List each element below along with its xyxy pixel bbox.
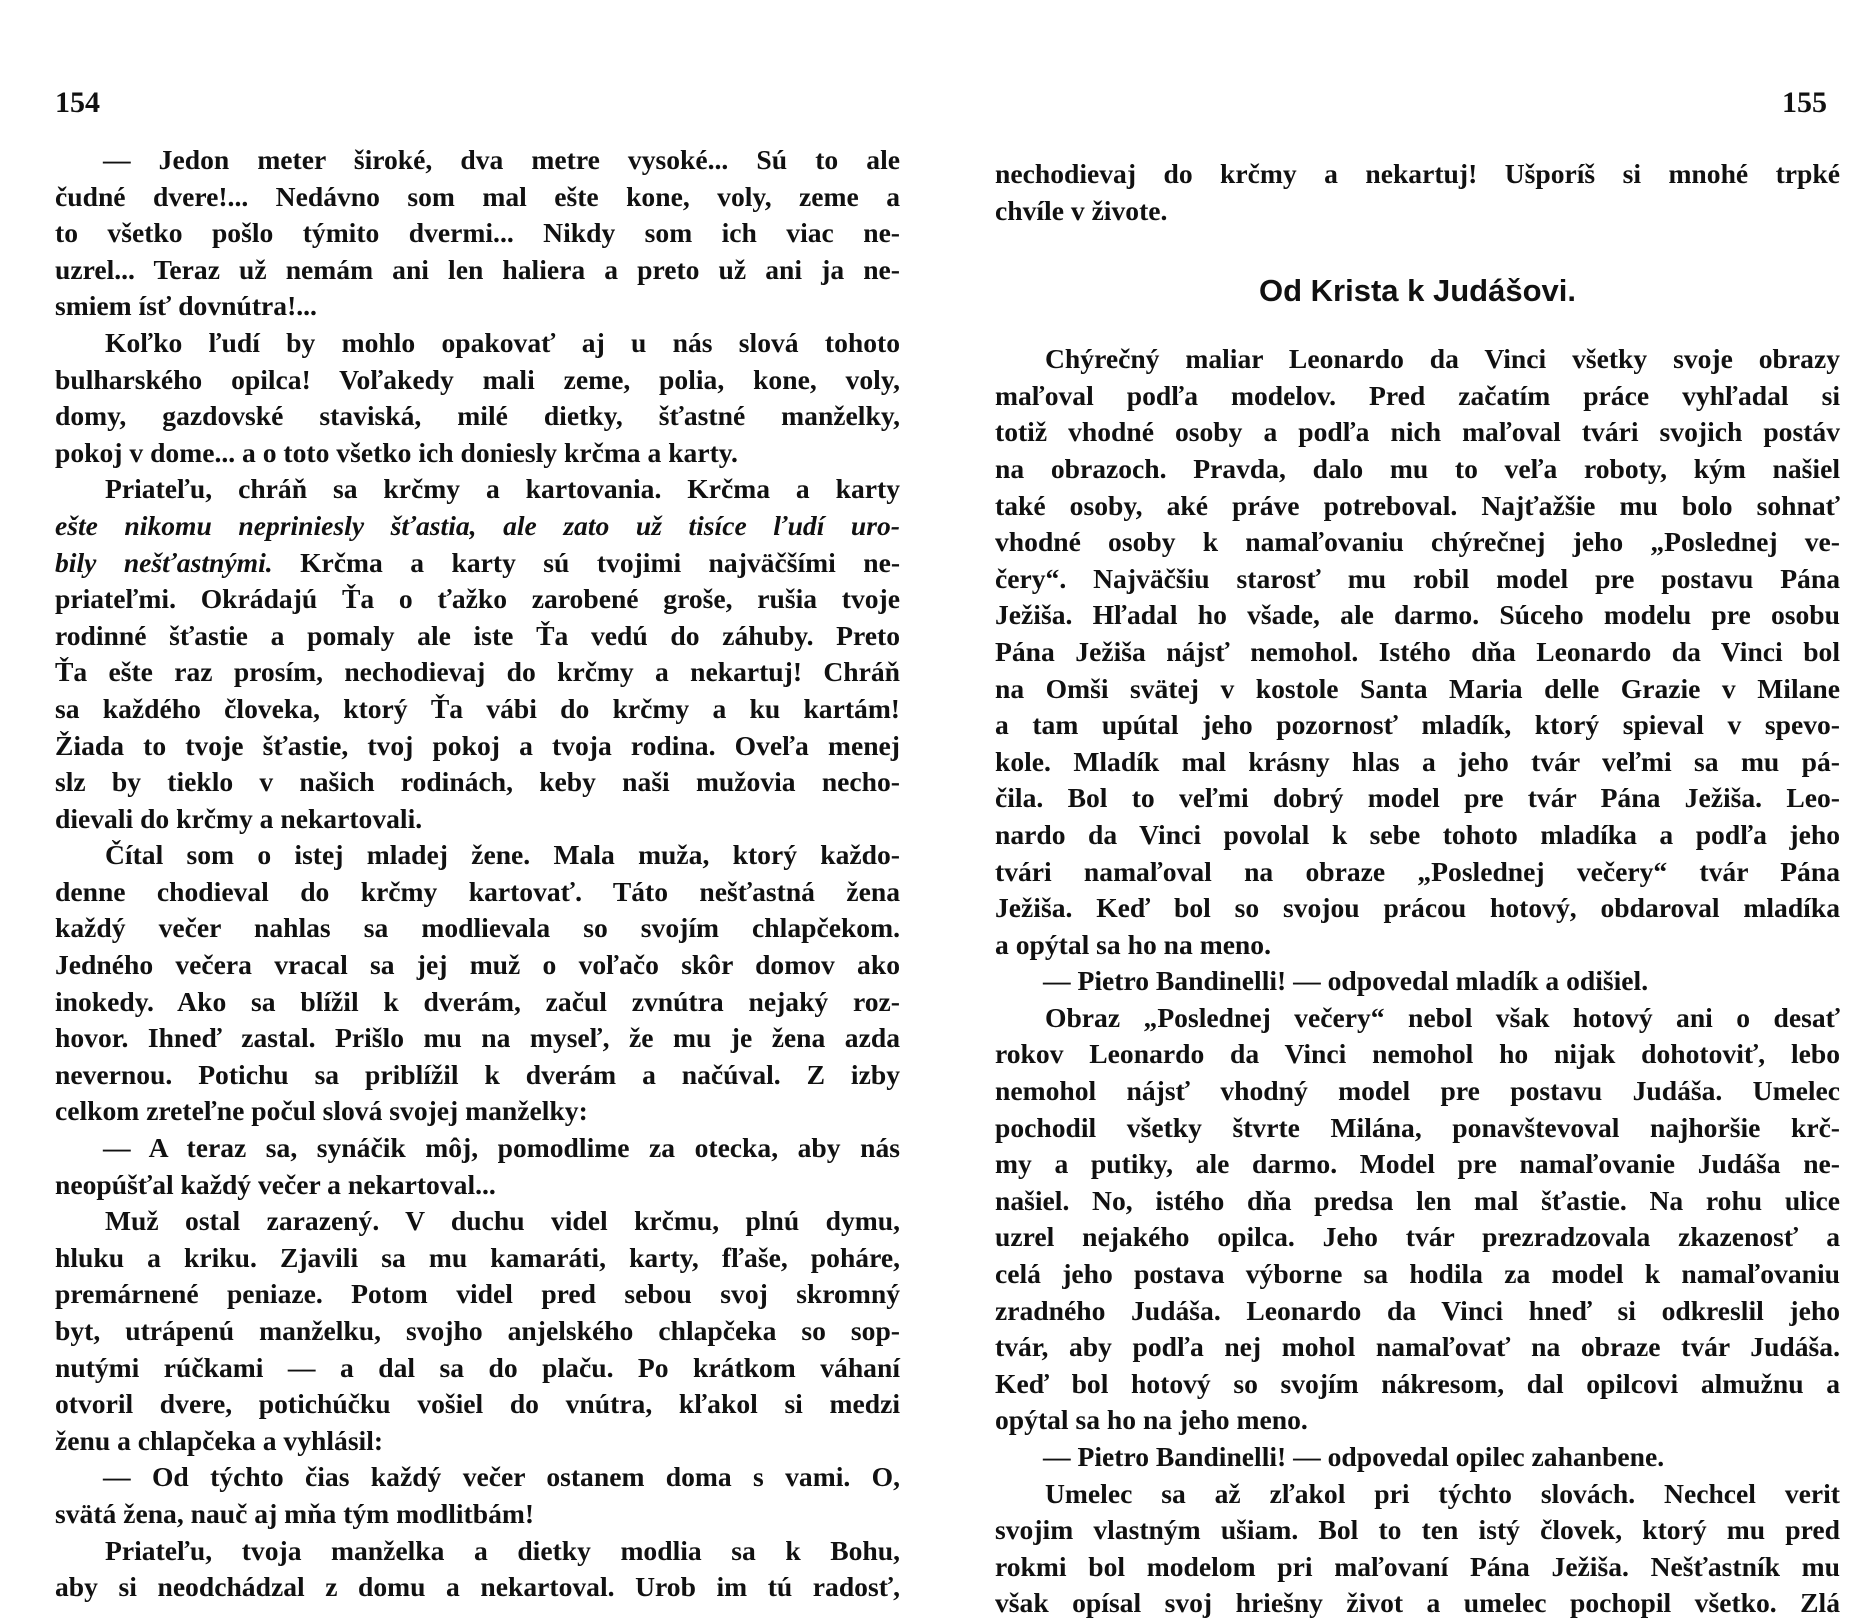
- right-page-continuation: [995, 156, 1840, 229]
- text-line: chvíle v živote.: [995, 194, 1168, 226]
- text-line: Ťa ešte raz prosím, nechodievaj do krčmy a nekartuj! Chráň: [55, 656, 900, 688]
- text-line: Žiada to tvoje šťastie, tvoj pokoj a tvoja rodina. Oveľa menej: [55, 729, 900, 761]
- text-line: rokmi bol modelom pri maľovaní Pána Ježiša. Nešťastník mu: [995, 1550, 1840, 1582]
- text-line: my a putiky, ale darmo. Model pre namaľovanie Judáša ne-: [995, 1148, 1840, 1180]
- text-line: celkom zreteľne počul slová svojej manželky:: [55, 1095, 588, 1127]
- text-line: — Pietro Bandinelli! — odpovedal mladík a odišiel.: [1043, 965, 1649, 997]
- text-line: tvári namaľoval na obraze „Poslednej večery“ tvár Pána: [995, 855, 1840, 887]
- text-line: priateľmi. Okrádajú Ťa o ťažko zarobené groše, rušia tvoje: [55, 583, 900, 615]
- text-line: byt, utrápenú manželku, svojho anjelského chlapčeka so sop-: [55, 1315, 900, 1346]
- text-line: Čítal som o istej mladej žene. Mala muža, ktorý každo-: [105, 839, 900, 871]
- text-line: hluku a kriku. Zjavili sa mu kamaráti, karty, fľaše, poháre,: [55, 1241, 900, 1273]
- text-line: — Jedon meter široké, dva metre vysoké... Sú to ale: [103, 144, 900, 175]
- text-line: kole. Mladík mal krásny hlas a jeho tvár veľmi sa mu pá-: [995, 745, 1840, 777]
- text-line: denne chodieval do krčmy kartovať. Táto nešťastná žena: [55, 875, 900, 907]
- text-line: Priateľu, chráň sa krčmy a kartovania. Krčma a karty: [105, 473, 900, 505]
- text-line: Obraz „Poslednej večery“ nebol však hotový ani o desať: [1045, 1001, 1840, 1033]
- text-line: svätá žena, nauč aj mňa tým modlitbám!: [55, 1497, 535, 1529]
- text-line: Umelec sa až zľakol pri týchto slovách. Nechcel verit: [1045, 1477, 1840, 1509]
- text-line: bily nešťastnými. Krčma a karty sú tvojimi najväčšími ne-: [55, 546, 901, 578]
- text-line: — A teraz sa, synáčik môj, pomodlime za otecka, aby nás: [103, 1132, 900, 1164]
- text-line: svojim vlastným ušiam. Bol to ten istý človek, ktorý mu pred: [995, 1514, 1840, 1546]
- text-line: a opýtal sa ho na meno.: [995, 928, 1271, 960]
- right-page-text: [995, 341, 1840, 1622]
- text-line: čila. Bol to veľmi dobrý model pre tvár Pána Ježiša. Leo-: [995, 782, 1840, 814]
- text-line: nechodievaj do krčmy a nekartuj! Ušporíš si mnohé trpké: [995, 158, 1840, 189]
- text-line: Chýrečný maliar Leonardo da Vinci všetky svoje obrazy: [1045, 343, 1840, 375]
- text-line: totiž vhodné osoby a podľa nich maľoval tvári svojich postáv: [995, 416, 1840, 448]
- text-line: Koľko ľudí by mohlo opakovať aj u nás slová tohoto: [105, 326, 900, 358]
- page-number-left: 154: [55, 86, 100, 119]
- text-line: každý večer nahlas sa modlievala so svojím chlapčekom.: [55, 912, 900, 944]
- left-page: [55, 88, 900, 1606]
- text-line: inokedy. Ako sa blížil k dverám, začul zvnútra nejaký roz-: [55, 985, 900, 1017]
- text-line: Keď bol hotový so svojím nákresom, dal opilcovi almužnu a: [995, 1367, 1840, 1399]
- text-line: vhodné osoby k namaľovaniu chýrečnej jeho „Poslednej ve-: [995, 526, 1840, 558]
- text-line: Muž ostal zarazený. V duchu videl krčmu, plnú dymu,: [105, 1205, 900, 1237]
- text-line: tvár, aby podľa nej mohol namaľovať na obraze tvár Judáša.: [995, 1331, 1840, 1363]
- text-line: celá jeho postava výborne sa hodila za model k namaľovaniu: [995, 1258, 1840, 1290]
- text-line: — Pietro Bandinelli! — odpovedal opilec zahanbene.: [1043, 1441, 1665, 1472]
- text-line: a tam upútal jeho pozornosť mladík, ktorý spieval v spevo-: [995, 709, 1840, 741]
- text-line: smiem ísť dovnútra!...: [55, 290, 317, 322]
- text-line: opýtal sa ho na jeho meno.: [995, 1404, 1308, 1436]
- text-line: uzrel nejakého opilca. Jeho tvár prezradzovala zkazenosť a: [995, 1221, 1840, 1253]
- text-line: však opísal svoj hriešny život a umelec pochopil všetko. Zlá: [995, 1587, 1840, 1619]
- left-page-text: [55, 142, 900, 1606]
- text-line: Ježiša. Keď bol so svojou prácou hotový, obdaroval mladíka: [995, 892, 1840, 924]
- right-page: [995, 88, 1840, 1622]
- text-line: Priateľu, tvoja manželka a dietky modlia sa k Bohu,: [105, 1534, 900, 1566]
- text-line: sa každého človeka, ktorý Ťa vábi do krčmy a ku kartám!: [55, 692, 900, 724]
- text-line: také osoby, aké práve potreboval. Najťažšie mu bolo sohnať: [995, 489, 1840, 521]
- text-line: maľoval podľa modelov. Pred začatím práce vyhľadal si: [995, 379, 1840, 411]
- text-line: to všetko pošlo týmito dvermi... Nikdy som ich viac ne-: [55, 217, 900, 249]
- text-line: rokov Leonardo da Vinci nemohol ho nijak dohotoviť, lebo: [995, 1038, 1840, 1070]
- text-line: na obrazoch. Pravda, dalo mu to veľa roboty, kým našiel: [995, 452, 1840, 484]
- text-line: čery“. Najväčšiu starosť mu robil model pre postavu Pána: [995, 562, 1840, 594]
- text-line: ešte nikomu nepriniesly šťastia, ale zato už tisíce ľudí uro-: [55, 509, 900, 541]
- text-line: pokoj v dome... a o toto všetko ich doniesly krčma a karty.: [55, 436, 738, 468]
- chapter-heading: Od Krista k Judášovi.: [1259, 273, 1576, 309]
- text-line: bulharského opilca! Voľakedy mali zeme, polia, kone, voly,: [55, 363, 900, 395]
- text-line: premárnené peniaze. Potom videl pred sebou svoj skromný: [55, 1278, 900, 1310]
- text-line: nardo da Vinci povolal k sebe tohoto mladíka a podľa jeho: [995, 818, 1840, 850]
- text-line: neopúšťal každý večer a nekartoval...: [55, 1168, 496, 1200]
- text-line: Pána Ježiša nájsť nemohol. Istého dňa Leonardo da Vinci bol: [995, 635, 1840, 667]
- text-line: ženu a chlapčeka a vyhlásil:: [55, 1424, 384, 1456]
- text-line: nevernou. Potichu sa priblížil k dverám a načúval. Z izby: [55, 1058, 900, 1090]
- text-line: našiel. No, istého dňa predsa len mal šťastie. Na rohu ulice: [995, 1184, 1840, 1216]
- text-line: Ježiša. Hľadal ho všade, ale darmo. Súceho modelu pre osobu: [995, 599, 1840, 631]
- text-line: na Omši svätej v kostole Santa Maria delle Grazie v Milane: [995, 672, 1840, 704]
- text-line: pochodil všetky štvrte Milána, ponavštevoval najhoršie krč-: [995, 1111, 1840, 1143]
- text-line: slz by tieklo v našich rodinách, keby naši mužovia necho-: [55, 766, 900, 798]
- text-line: dievali do krčmy a nekartovali.: [55, 802, 423, 834]
- text-line: hovor. Ihneď zastal. Prišlo mu na myseľ, že mu je žena azda: [55, 1022, 900, 1054]
- text-line: — Od týchto čias každý večer ostanem doma s vami. O,: [103, 1461, 900, 1493]
- text-line: nemohol nájsť vhodný model pre postavu Judáša. Umelec: [995, 1075, 1840, 1107]
- page-number-right: 155: [1782, 86, 1827, 119]
- text-line: Jedného večera vracal sa jej muž o voľačo skôr domov ako: [55, 949, 900, 981]
- text-line: čudné dvere!... Nedávno som mal ešte kone, voly, zeme a: [55, 180, 900, 212]
- text-line: otvoril dvere, potichúčku vošiel do vnútra, kľakol si medzi: [55, 1388, 900, 1420]
- text-line: nutými rúčkami — a dal sa do plaču. Po krátkom váhaní: [55, 1351, 900, 1383]
- text-line: rodinné šťastie a pomaly ale iste Ťa vedú do záhuby. Preto: [55, 619, 900, 651]
- text-line: uzrel... Teraz už nemám ani len haliera a preto už ani ja ne-: [55, 253, 900, 285]
- text-line: domy, gazdovské staviská, milé dietky, šťastné manželky,: [55, 400, 900, 432]
- text-line: aby si neodchádzal z domu a nekartoval. Urob im tú radosť,: [55, 1571, 900, 1603]
- text-line: zradného Judáša. Leonardo da Vinci hneď si odkreslil jeho: [995, 1294, 1840, 1326]
